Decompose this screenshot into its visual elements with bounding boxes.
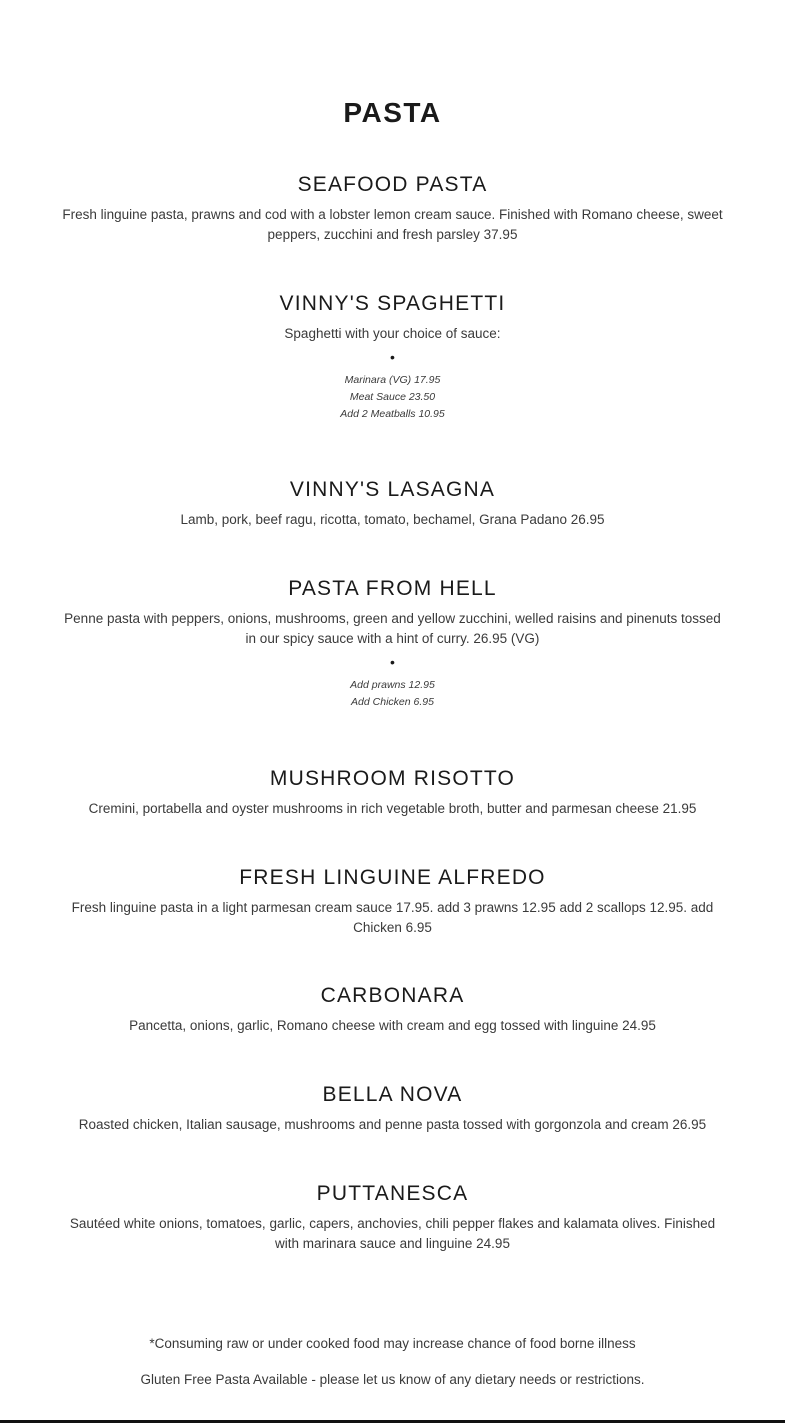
menu-item-description: Pancetta, onions, garlic, Romano cheese with cream and egg tossed with linguine 24.95 [129,1018,656,1033]
add-ons-list [62,677,723,711]
option-item: Add prawns 12.95 [350,679,435,691]
menu-item-description: Cremini, portabella and oyster mushrooms in rich vegetable broth, butter and parmesan cheese 21.95 [88,801,697,816]
menu-item-description: Penne pasta with peppers, onions, mushrooms, green and yellow zucchini, welled raisins and pinenuts tossed in our spicy sauce with a hint of curry. 26.95 (VG) [64,611,721,646]
food-safety-warning: *Consuming raw or under cooked food may increase chance of food borne illness [149,1336,636,1351]
option-item: Marinara (VG) 17.95 [344,374,441,386]
menu-item-carbonara [62,983,723,1036]
menu-item-fresh-linguine-alfredo [62,865,723,938]
sauce-options-list [62,372,723,423]
menu-item-name: FRESH LINGUINE ALFREDO [239,866,546,889]
option-item: Add Chicken 6.95 [351,696,434,708]
menu-item-name: BELLA NOVA [322,1083,463,1106]
menu-item-name: PUTTANESCA [316,1182,469,1205]
menu-item-name: PASTA FROM HELL [288,577,497,600]
menu-item-vinnys-spaghetti [62,291,723,423]
menu-item-description: Spaghetti with your choice of sauce: [284,326,501,341]
option-item: Add 2 Meatballs 10.95 [340,408,445,420]
menu-item-description: Roasted chicken, Italian sausage, mushrooms and penne pasta tossed with gorgonzola and cream 26.95 [78,1117,707,1132]
menu-item-name: SEAFOOD PASTA [297,173,488,196]
option-item: Meat Sauce 23.50 [349,391,436,403]
menu-item-description: Fresh linguine pasta in a light parmesan cream sauce 17.95. add 3 prawns 12.95 add 2 scallops 12.95. add Chicken 6.95 [71,900,714,935]
separator-dot: • [390,654,395,670]
section-title: PASTA [343,97,442,128]
separator-dot: • [390,349,395,365]
menu-item-description: Fresh linguine pasta, prawns and cod with a lobster lemon cream sauce. Finished with Romano cheese, sweet peppers, zucchini and fresh parsley 37.95 [62,207,723,242]
menu-item-mushroom-risotto [62,766,723,819]
menu-item-bella-nova [62,1082,723,1135]
menu-item-description: Sautéed white onions, tomatoes, garlic, capers, anchovies, chili pepper flakes and kalamata olives. Finished with marinara sauce and linguine 24.95 [69,1216,716,1251]
menu-item-name: CARBONARA [320,984,465,1007]
menu-item-description: Lamb, pork, beef ragu, ricotta, tomato, bechamel, Grana Padano 26.95 [180,512,605,527]
gluten-free-note: Gluten Free Pasta Available - please let us know of any dietary needs or restrictions. [140,1372,645,1387]
menu-item-vinnys-lasagna [62,477,723,530]
menu-item-puttanesca [62,1181,723,1254]
menu-item-name: VINNY'S LASAGNA [289,478,496,501]
menu-item-name: VINNY'S SPAGHETTI [279,292,506,315]
menu-item-pasta-from-hell [62,576,723,711]
menu-item-seafood-pasta [62,172,723,245]
menu-item-name: MUSHROOM RISOTTO [269,767,516,790]
